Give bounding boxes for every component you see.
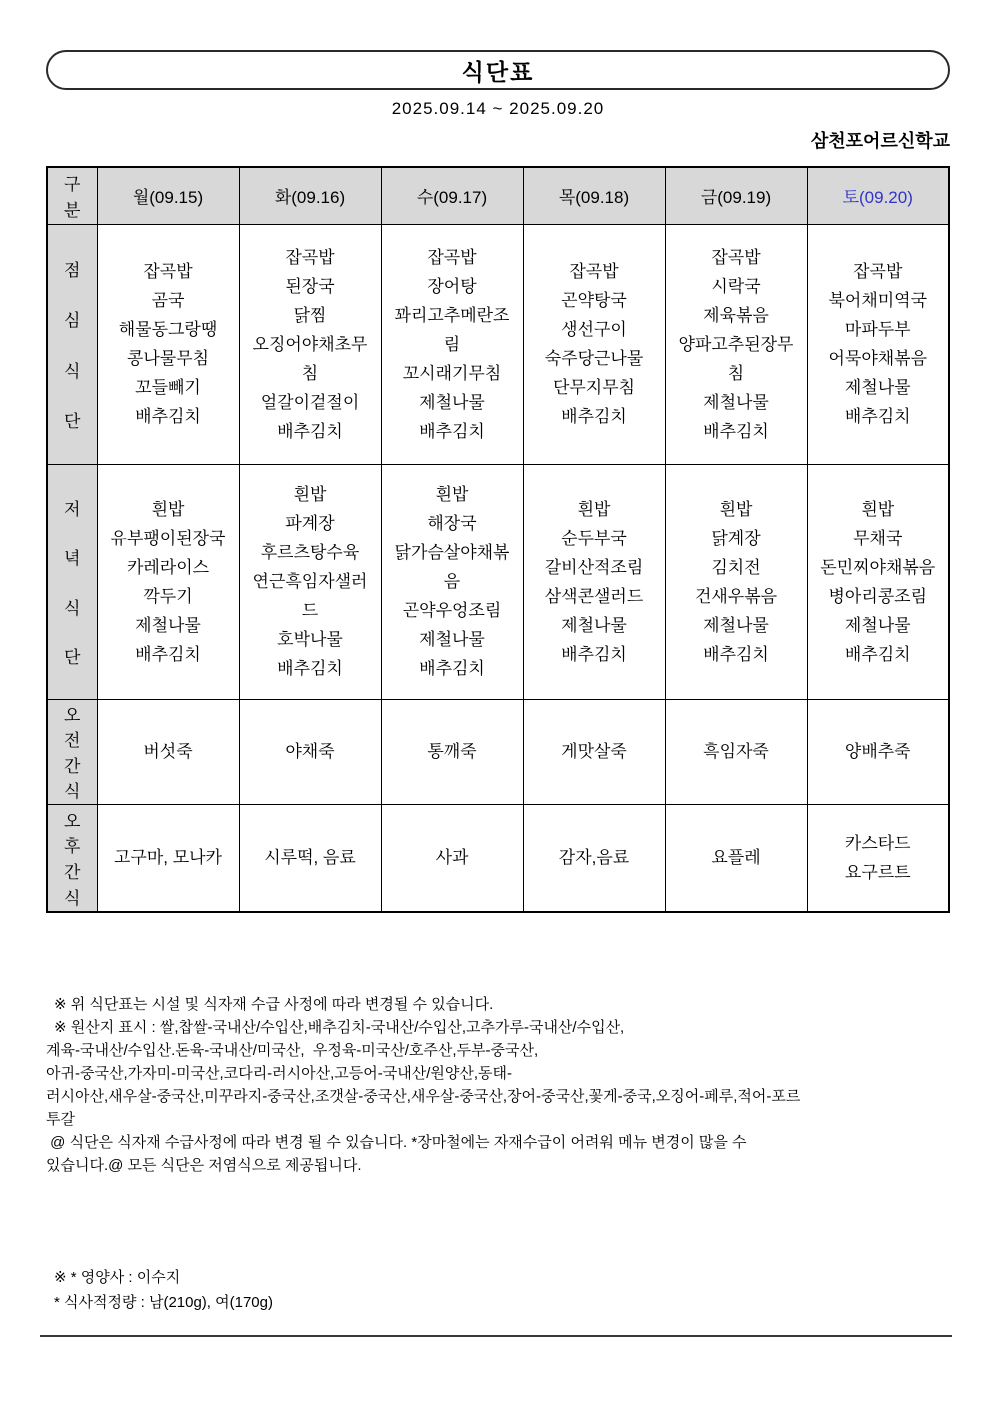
menu-item: 배추김치 [561,407,627,426]
bottom-divider [40,1335,952,1337]
note-line-0: ※ 위 식단표는 시설 및 식자재 수급 사정에 따라 변경될 수 있습니다. [54,996,494,1013]
menu-item: 배추김치 [277,421,343,441]
meal-row [47,804,949,912]
menu-cell [381,804,523,912]
meal-row-label [47,699,97,804]
menu-item: 유부팽이된장국 [110,528,226,548]
menu-item: 해물동그랑땡 [118,320,218,339]
note-line-1: ※ 원산지 표시 : 쌀,찹쌀-국내산/수입산,배추김치-국내산/수입산,고추가루-국내산/수입산, [54,1019,625,1036]
menu-item: 제철나물 [561,615,627,635]
menu-item: 연근흑임자샐러드 [252,572,368,620]
menu-item: 흰밥 [293,485,327,504]
menu-cell [523,699,665,804]
menu-item: 흰밥 [577,499,611,519]
corner-label [48,169,97,222]
vertical-label-char: 식 [64,598,81,618]
corner-header [47,167,97,224]
menu-item: 병아리콩조림 [828,586,928,606]
note-line-6: @ 식단은 식자재 수급사정에 따라 변경 될 수 있습니다. *장마철에는 자재수급이 어려워 메뉴 변경이 많을 수 [46,1134,747,1151]
meal-row-label-text [48,701,97,802]
menu-item: 북어채미역국 [828,291,928,310]
menu-item: 순두부국 [561,528,627,548]
menu-item: 흰밥 [719,499,753,519]
vertical-label-char: 분 [64,201,81,221]
day-header-1: 화(09.16) [239,167,381,224]
meal-row-label [47,224,97,464]
menu-cell [97,804,239,912]
menu-item: 사과 [435,848,469,868]
menu-item: 카레라이스 [126,557,210,577]
menu-item: 흑임자죽 [703,742,769,761]
menu-item: 배추김치 [419,659,485,678]
menu-cell [381,224,523,464]
notes-section [46,993,950,1177]
menu-item: 잡곡밥 [569,262,619,281]
menu-item: 돈민찌야채볶음 [820,557,936,577]
menu-cell [665,699,807,804]
menu-item: 깍두기 [143,586,193,606]
menu-item: 꼬시래기무침 [402,363,502,383]
menu-item: 마파두부 [844,320,911,339]
menu-table-body [47,224,949,912]
menu-item: 게맛살죽 [561,742,627,761]
note-line-4: 러시아산,새우살-중국산,미꾸라지-중국산,조갯살-중국산,새우살-중국산,장어-중국산,꽃게-중국,오징어-페루,적어-포르 [46,1088,801,1105]
menu-item: 어묵야채볶음 [828,349,928,368]
meal-row-label [47,804,97,912]
school-name: 삼천포어르신학교 [810,131,950,151]
day-header-5: 토(09.20) [807,167,949,224]
menu-item: 숙주당근나물 [544,349,644,368]
note-line-5: 투갈 [46,1111,75,1128]
menu-item: 닭계장 [711,528,761,548]
menu-cell [97,699,239,804]
vertical-label-char: 간 [64,863,81,883]
menu-cell [807,224,949,464]
menu-item: 배추김치 [703,421,769,441]
nutritionist-line: ※ * 영양사 : 이수지 [54,1269,181,1286]
menu-item: 얼갈이겉절이 [260,392,360,412]
menu-item: 카스타드 [844,833,911,853]
menu-item: 제철나물 [844,615,911,635]
menu-item: 제육볶음 [703,305,769,325]
menu-table [46,166,950,913]
meal-row [47,699,949,804]
menu-item: 해장국 [427,514,477,533]
menu-item: 흰밥 [861,499,895,519]
menu-cell [381,464,523,699]
menu-item: 제철나물 [135,615,201,635]
menu-item: 양파고추된장무침 [678,334,794,383]
menu-item: 요플레 [711,848,761,868]
menu-cell [239,224,381,464]
menu-item: 곤약우엉조림 [402,601,502,620]
vertical-label-char: 심 [64,311,81,331]
meal-plan-sheet [46,50,950,1337]
menu-item: 제철나물 [703,392,769,412]
vertical-label-char: 녁 [64,549,81,569]
menu-item: 시락국 [711,276,761,296]
menu-item: 된장국 [285,276,335,296]
footer-section [46,1265,950,1315]
menu-item: 잡곡밥 [853,262,903,281]
menu-item: 배추김치 [277,659,343,678]
menu-cell [807,804,949,912]
menu-item: 제철나물 [703,615,769,635]
menu-item: 배추김치 [844,407,911,426]
day-header-0: 월(09.15) [97,167,239,224]
menu-item: 통깨죽 [427,742,477,761]
menu-item: 콩나물무침 [126,349,210,368]
menu-item: 단무지무침 [552,378,636,397]
meal-row-label-text [48,231,97,457]
menu-item: 삼색콘샐러드 [544,586,644,606]
meal-row-label-text [48,471,97,692]
meal-row [47,224,949,464]
table-header-row [47,167,949,224]
meal-row [47,464,949,699]
vertical-label-char: 구 [64,175,81,195]
menu-cell [239,464,381,699]
menu-item: 고구마, 모나카 [114,848,222,868]
menu-item: 배추김치 [703,644,769,664]
menu-item: 배추김치 [135,644,201,664]
menu-item: 곤약탕국 [561,291,627,310]
menu-cell [523,804,665,912]
menu-item: 곰국 [151,291,185,310]
note-line-3: 아귀-중국산,가자미-미국산,코다리-러시아산,고등어-국내산/원양산,동태- [46,1065,513,1082]
menu-cell [239,804,381,912]
menu-item: 제철나물 [844,378,911,397]
menu-cell [807,699,949,804]
menu-item: 잡곡밥 [143,262,193,281]
menu-cell [665,464,807,699]
vertical-label-char: 오 [64,811,81,831]
menu-item: 장어탕 [427,276,477,296]
menu-item: 호박나물 [277,630,343,649]
menu-cell [523,464,665,699]
vertical-label-char: 저 [64,500,81,520]
menu-item: 김치전 [711,557,761,577]
menu-cell [665,224,807,464]
menu-item: 배추김치 [844,644,911,664]
vertical-label-char: 점 [64,261,81,281]
menu-item: 잡곡밥 [711,247,761,267]
menu-item: 꼬들빼기 [135,378,201,397]
menu-item: 갈비산적조림 [544,557,644,577]
day-header-4: 금(09.19) [665,167,807,224]
menu-cell [97,464,239,699]
menu-item: 꽈리고추메란조림 [394,305,510,354]
page-title: 식단표 [461,58,535,85]
menu-item: 배추김치 [135,407,201,426]
vertical-label-char: 오 [64,706,81,726]
menu-item: 버섯죽 [143,742,193,761]
menu-item: 후르츠탕수육 [260,543,360,562]
menu-item: 요구르트 [844,862,911,882]
menu-cell [523,224,665,464]
date-range: 2025.09.14 ~ 2025.09.20 [391,99,605,118]
menu-item: 잡곡밥 [427,247,477,267]
note-line-7: 있습니다.@ 모든 식단은 저염식으로 제공됩니다. [46,1157,362,1174]
portion-line: * 식사적정량 : 남(210g), 여(170g) [54,1294,273,1311]
menu-cell [97,224,239,464]
menu-cell [665,804,807,912]
menu-item: 생선구이 [561,320,627,339]
menu-item: 흰밥 [151,499,185,519]
menu-item: 닭찜 [293,305,327,325]
title-box [46,50,950,90]
menu-item: 배추김치 [419,421,485,441]
day-header-3: 목(09.18) [523,167,665,224]
vertical-label-char: 후 [64,837,81,857]
menu-item: 양배추죽 [844,742,911,761]
meal-row-label [47,464,97,699]
menu-item: 배추김치 [561,644,627,664]
menu-item: 건새우볶음 [694,586,778,606]
vertical-label-char: 단 [64,647,81,667]
menu-item: 잡곡밥 [285,247,335,267]
menu-item: 야채죽 [285,742,335,761]
menu-cell [239,699,381,804]
meal-row-label-text [48,806,97,910]
vertical-label-char: 식 [64,888,81,908]
vertical-label-char: 단 [64,411,81,431]
day-header-2: 수(09.17) [381,167,523,224]
menu-item: 제철나물 [419,630,485,649]
note-line-2: 계육-국내산/수입산.돈육-국내산/미국산, 우정육-미국산/호주산,두부-중국산, [46,1042,539,1059]
menu-cell [381,699,523,804]
vertical-label-char: 간 [64,756,81,776]
menu-item: 닭가슴살야채볶음 [394,543,510,591]
menu-item: 오징어야채초무침 [252,334,368,383]
menu-item: 파계장 [285,514,335,533]
menu-item: 제철나물 [419,392,485,412]
vertical-label-char: 전 [64,731,81,751]
vertical-label-char: 식 [64,781,81,801]
menu-item: 시루떡, 음료 [264,848,356,868]
menu-item: 흰밥 [435,485,469,504]
menu-cell [807,464,949,699]
menu-item: 무채국 [853,528,903,548]
menu-item: 감자,음료 [558,848,630,868]
vertical-label-char: 식 [64,361,81,381]
